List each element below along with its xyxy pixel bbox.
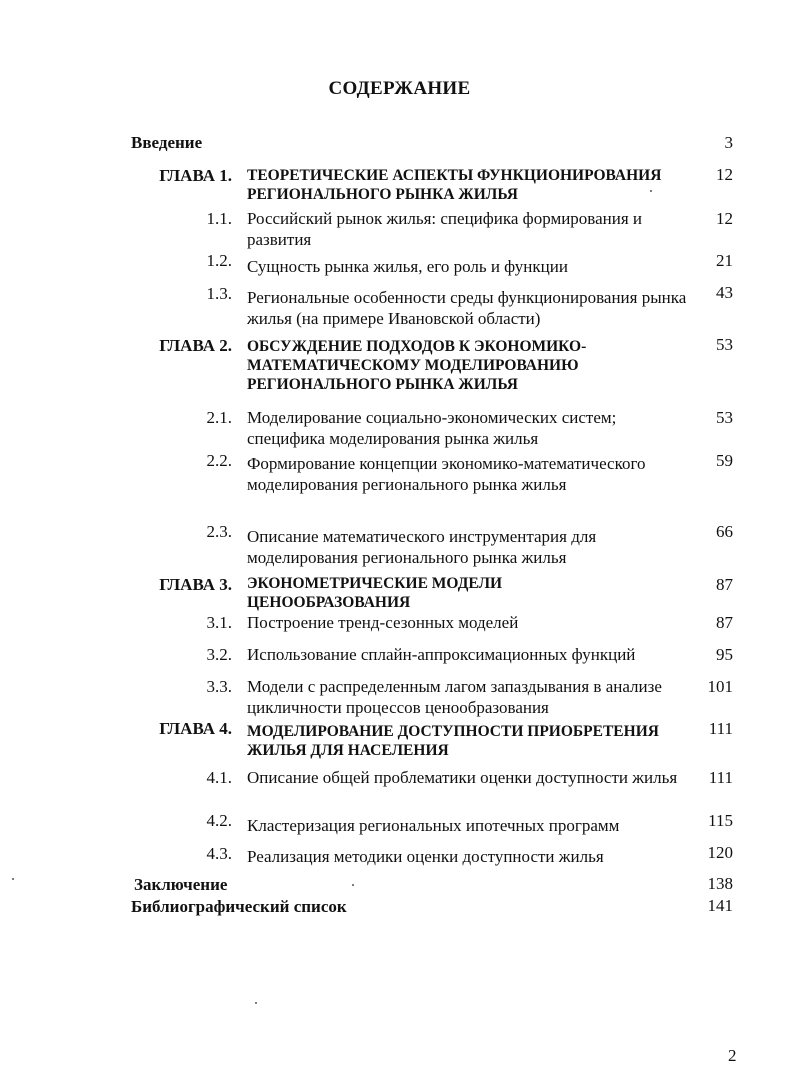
toc-s21-page: 53	[716, 408, 733, 427]
toc-intro-page: 3	[724, 133, 733, 152]
toc-s13-title: Региональные особенности среды функционирования рынка жилья (на примере Ивановской области)	[247, 288, 687, 328]
toc-s42-title: Кластеризация региональных ипотечных программ	[247, 816, 620, 835]
toc-s23-number: 2.3.	[206, 522, 232, 541]
toc-ch1-page: 12	[716, 165, 733, 184]
toc-s11-number: 1.1.	[206, 209, 232, 228]
toc-s32-number: 3.2.	[206, 645, 232, 664]
toc-ch2-number: ГЛАВА 2.	[159, 336, 232, 355]
toc-ch4-page: 111	[708, 719, 733, 738]
toc-s12-page: 21	[716, 251, 733, 270]
toc-s23-title: Описание математического инструментария для моделирования регионального рынка жилья	[247, 527, 597, 567]
toc-s32-page: 95	[716, 645, 733, 664]
toc-s43-number: 4.3.	[206, 844, 232, 863]
toc-bibliography-page: 141	[707, 896, 733, 915]
toc-s31-page: 87	[716, 613, 733, 632]
toc-s33-number: 3.3.	[206, 677, 232, 696]
scan-speck	[650, 190, 652, 192]
toc-s12-number: 1.2.	[206, 251, 232, 270]
page-number: 2	[728, 1046, 737, 1065]
toc-s22-title: Формирование концепции экономико-математического моделирования регионального рынка жилья	[247, 454, 646, 494]
scan-speck	[12, 878, 14, 880]
toc-ch1-number: ГЛАВА 1.	[159, 166, 232, 185]
page-title: СОДЕРЖАНИЕ	[328, 78, 471, 99]
toc-ch2-page: 53	[716, 335, 733, 354]
toc-s41-page: 111	[708, 768, 733, 787]
toc-s32-title: Использование сплайн-аппроксимационных функций	[247, 645, 636, 664]
scan-speck	[352, 884, 354, 886]
toc-s33-title: Модели с распределенным лагом запаздывания в анализе цикличности процессов ценообразования	[247, 677, 662, 717]
toc-ch3-page: 87	[716, 575, 733, 594]
toc-s43-page: 120	[707, 843, 733, 862]
toc-s43-title: Реализация методики оценки доступности жилья	[247, 847, 604, 866]
toc-ch3-title: ЭКОНОМЕТРИЧЕСКИЕ МОДЕЛИ ЦЕНООБРАЗОВАНИЯ	[247, 575, 503, 611]
toc-s13-number: 1.3.	[206, 284, 232, 303]
toc-intro-label: Введение	[131, 133, 203, 152]
toc-s11-title: Российский рынок жилья: специфика формирования и развития	[247, 209, 643, 249]
toc-s42-number: 4.2.	[206, 811, 232, 830]
toc-s22-number: 2.2.	[206, 451, 232, 470]
toc-ch3-number: ГЛАВА 3.	[159, 575, 232, 594]
toc-s13-page: 43	[716, 283, 733, 302]
toc-conclusion-label: Заключение	[134, 875, 228, 894]
toc-s22-page: 59	[716, 451, 733, 470]
toc-s41-title: Описание общей проблематики оценки доступности жилья	[247, 768, 678, 787]
toc-s33-page: 101	[707, 677, 733, 696]
toc-s11-page: 12	[716, 209, 733, 228]
toc-conclusion-page: 138	[707, 874, 733, 893]
toc-s41-number: 4.1.	[206, 768, 232, 787]
toc-ch1-title: ТЕОРЕТИЧЕСКИЕ АСПЕКТЫ ФУНКЦИОНИРОВАНИЯ РЕГИОНАЛЬНОГО РЫНКА ЖИЛЬЯ	[247, 167, 662, 203]
toc-ch4-title: МОДЕЛИРОВАНИЕ ДОСТУПНОСТИ ПРИОБРЕТЕНИЯ ЖИЛЬЯ ДЛЯ НАСЕЛЕНИЯ	[247, 723, 659, 759]
toc-s12-title: Сущность рынка жилья, его роль и функции	[247, 257, 568, 276]
scan-speck	[255, 1002, 257, 1004]
toc-bibliography-label: Библиографический список	[131, 897, 347, 916]
toc-s21-title: Моделирование социально-экономических систем; специфика моделирования рынка жилья	[247, 408, 617, 448]
toc-ch2-title: ОБСУЖДЕНИЕ ПОДХОДОВ К ЭКОНОМИКО-МАТЕМАТИЧЕСКОМУ МОДЕЛИРОВАНИЮ РЕГИОНАЛЬНОГО РЫНКА ЖИЛЬЯ	[247, 338, 587, 393]
toc-s23-page: 66	[716, 522, 733, 541]
toc-s21-number: 2.1.	[206, 408, 232, 427]
toc-s31-title: Построение тренд-сезонных моделей	[247, 613, 519, 632]
toc-s31-number: 3.1.	[206, 613, 232, 632]
toc-s42-page: 115	[708, 811, 733, 830]
toc-ch4-number: ГЛАВА 4.	[159, 719, 232, 738]
